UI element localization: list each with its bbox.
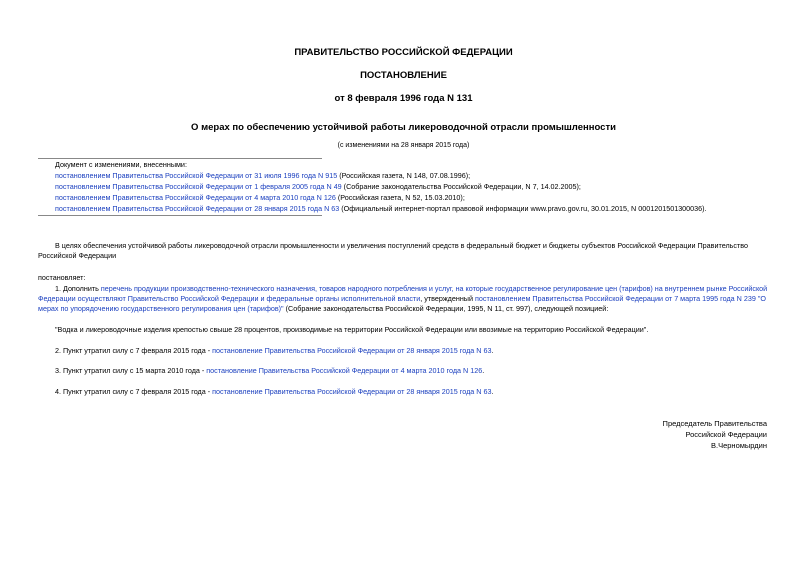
change-source: (Российская газета, N 52, 15.03.2010);: [335, 193, 465, 202]
doc-type-heading: ПОСТАНОВЛЕНИЕ: [360, 70, 447, 81]
change-link[interactable]: постановлением Правительства Российской Федерации от 1 февраля 2005 года N 49: [55, 182, 342, 191]
paragraph-4-text: 4. Пункт утратил силу с 7 февраля 2015 года -: [55, 387, 213, 396]
paragraph-1: [38, 284, 768, 314]
document-title: О мерах по обеспечению устойчивой работы ликероводочной отрасли промышленности: [191, 122, 616, 133]
change-source: (Официальный интернет-портал правовой информации www.pravo.gov.ru, 30.01.2015, N 0001201501300036).: [339, 204, 707, 213]
changes-intro: Документ с изменениями, внесенными:: [55, 160, 187, 169]
paragraph-1-mid: , утвержденный: [420, 294, 475, 303]
paragraph-3-text: 3. Пункт утратил силу с 15 марта 2010 года -: [55, 366, 207, 375]
decree-63-link[interactable]: постановление Правительства Российской Федерации от 28 января 2015 года N 63: [212, 346, 492, 355]
paragraph-1-end: (Собрание законодательства Российской Федерации, 1995, N 11, ст. 997), следующей позицией:: [283, 304, 609, 313]
change-item: [55, 182, 581, 192]
change-source: (Российская газета, N 148, 07.08.1996);: [337, 171, 471, 180]
government-heading: ПРАВИТЕЛЬСТВО РОССИЙСКОЙ ФЕДЕРАЦИИ: [294, 47, 513, 58]
paragraph-4-dot: .: [491, 387, 494, 396]
divider-bottom: [38, 215, 322, 216]
change-link[interactable]: постановлением Правительства Российской Федерации от 4 марта 2010 года N 126: [55, 193, 336, 202]
paragraph-4: [55, 387, 493, 397]
signature-title: Председатель Правительства: [662, 419, 767, 428]
decree-63-link-2[interactable]: постановление Правительства Российской Федерации от 28 января 2015 года N 63: [212, 387, 492, 396]
change-source: (Собрание законодательства Российской Федерации, N 7, 14.02.2005);: [341, 182, 581, 191]
decrees-word: постановляет:: [38, 273, 86, 282]
paragraph-2: [55, 346, 493, 356]
preamble-paragraph: В целях обеспечения устойчивой работы ликероводочной отрасли промышленности и увеличения поступлений средств в федеральный бюджет и бюджеты субъектов Российской Федерации Правительство Российской Федерации: [38, 241, 749, 260]
paragraph-3: [55, 366, 484, 376]
paragraph-2-dot: .: [491, 346, 494, 355]
date-number-heading: от 8 февраля 1996 года N 131: [334, 93, 473, 104]
quoted-position: "Водка и ликероводочные изделия крепостью свыше 28 процентов, производимые на территории Российской Федерации или ввозимые на территорию Российской Федерации".: [55, 325, 649, 334]
paragraph-1-start: 1. Дополнить: [55, 284, 101, 293]
signature-name: В.Черномырдин: [711, 441, 767, 450]
change-item: [55, 204, 707, 214]
divider-top: [38, 158, 322, 159]
decree-239-link[interactable]: постановлением Правительства Российской Федерации от 7 марта 1995 года N 239 "О мерах по упорядочению государственного регулирования цен (тарифов)": [38, 294, 766, 313]
paragraph-2-text: 2. Пункт утратил силу с 7 февраля 2015 года -: [55, 346, 213, 355]
change-item: [55, 171, 470, 181]
paragraph-3-dot: .: [482, 366, 485, 375]
signature-block: [663, 418, 767, 451]
change-link[interactable]: постановлением Правительства Российской Федерации от 31 июля 1996 года N 915: [55, 171, 338, 180]
price-list-link[interactable]: перечень продукции производственно-технического назначения, товаров народного потребления и услуг, на которые государственное регулирование цен (тарифов) на внутреннем рынке Российской Федерации осуществляют Правительство Российской Федерации и федеральные органы исполнительной власти: [38, 284, 768, 303]
change-item: [55, 193, 465, 203]
amended-note: (с изменениями на 28 января 2015 года): [337, 142, 470, 149]
decree-126-link[interactable]: постановление Правительства Российской Федерации от 4 марта 2010 года N 126: [206, 366, 483, 375]
change-link[interactable]: постановлением Правительства Российской Федерации от 28 января 2015 года N 63: [55, 204, 340, 213]
signature-org: Российской Федерации: [685, 430, 767, 439]
